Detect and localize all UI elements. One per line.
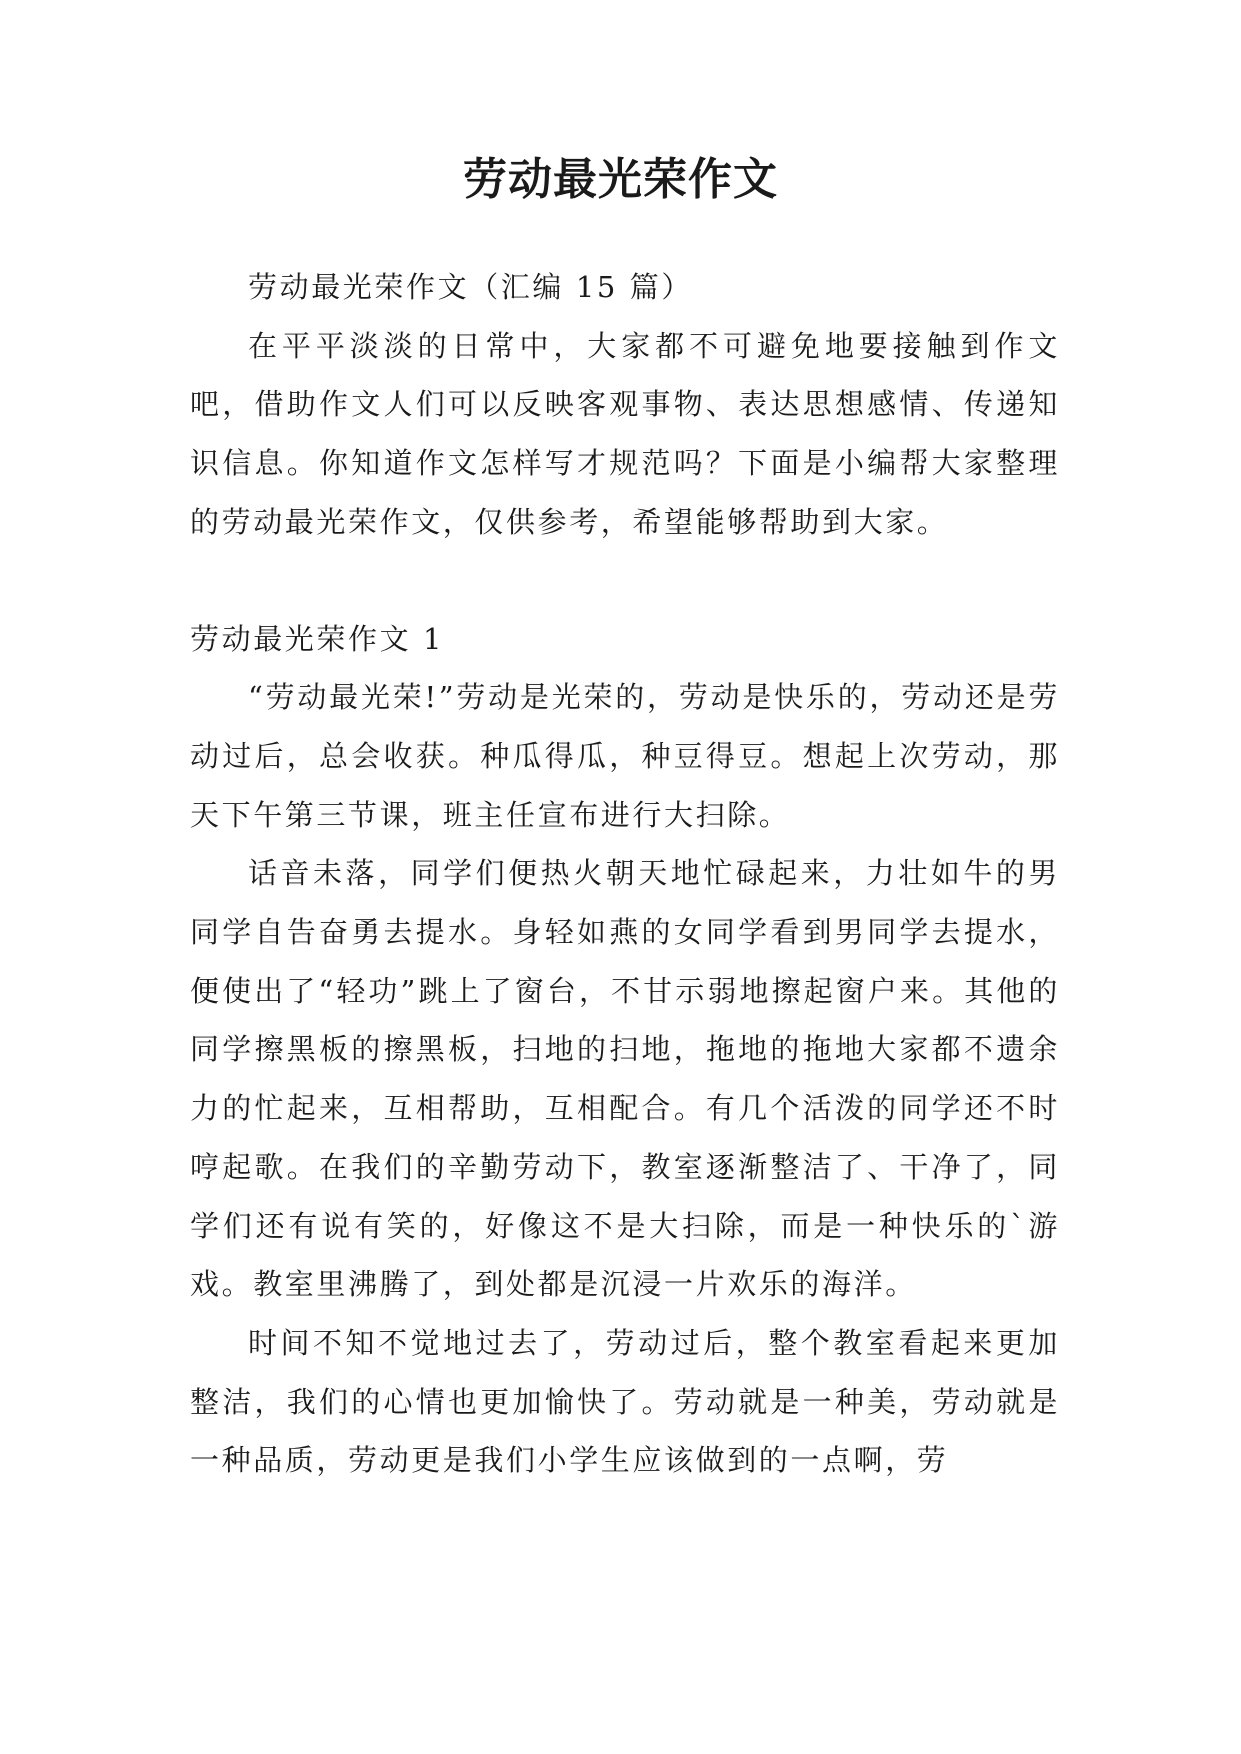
body-paragraph: 时间不知不觉地过去了，劳动过后，整个教室看起来更加整洁，我们的心情也更加愉快了。劳动就是一种美，劳动就是一种品质，劳动更是我们小学生应该做到的一点啊，劳 bbox=[190, 1325, 1060, 1478]
section-heading: 劳动最光荣作文 1 bbox=[190, 621, 445, 656]
document-body bbox=[190, 258, 1060, 1490]
intro-paragraph: 在平平淡淡的日常中，大家都不可避免地要接触到作文吧，借助作文人们可以反映客观事物、表达思想感情、传递知识信息。你知道作文怎样写才规范吗？下面是小编帮大家整理的劳动最光荣作文，仅供参考，希望能够帮助到大家。 bbox=[190, 328, 1060, 539]
document-title: 劳动最光荣作文 bbox=[463, 154, 778, 205]
subtitle-line: 劳动最光荣作文（汇编 15 篇） bbox=[248, 270, 693, 304]
body-paragraph: “劳动最光荣!”劳动是光荣的，劳动是快乐的，劳动还是劳动过后，总会收获。种瓜得瓜，种豆得豆。想起上次劳动，那天下午第三节课，班主任宣布进行大扫除。 bbox=[190, 680, 1060, 832]
body-paragraph: 话音未落，同学们便热火朝天地忙碌起来，力壮如牛的男同学自告奋勇去提水。身轻如燕的女同学看到男同学去提水，便使出了“轻功”跳上了窗台，不甘示弱地擦起窗户来。其他的同学擦黑板的擦黑板，扫地的扫地，拖地的拖地大家都不遗余力的忙起来，互相帮助，互相配合。有几个活泼的同学还不时哼起歌。在我们的辛勤劳动下，教室逐渐整洁了、干净了，同学们还有说有笑的，好像这不是大扫除，而是一种快乐的`游戏。教室里沸腾了，到处都是沉浸一片欢乐的海洋。 bbox=[190, 856, 1060, 1302]
section-gap bbox=[190, 552, 1060, 610]
